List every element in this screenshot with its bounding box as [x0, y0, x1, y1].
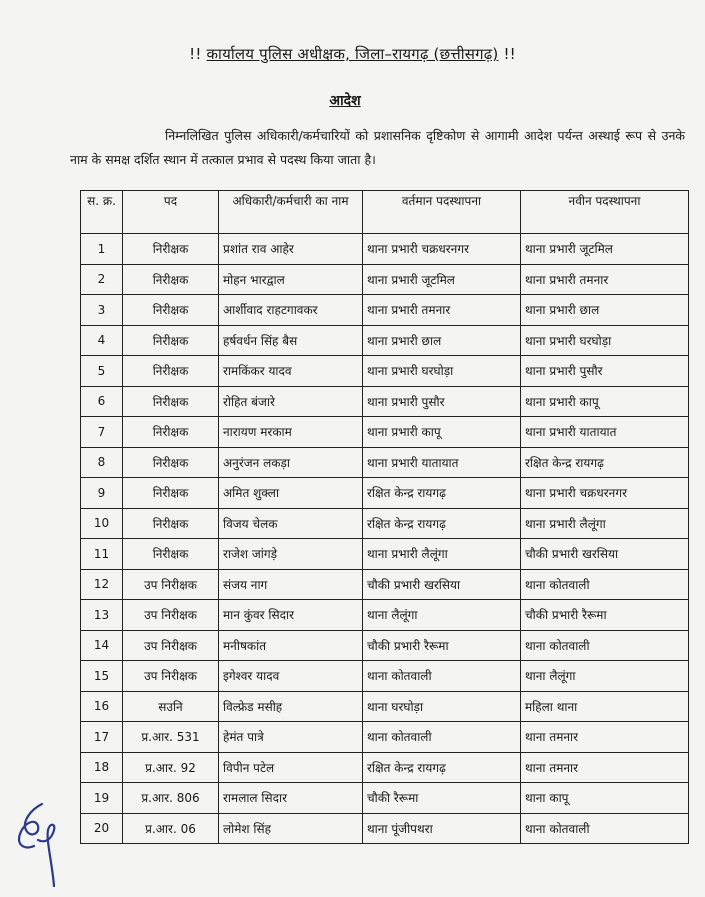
table-row: [81, 813, 689, 844]
table-row: [81, 234, 689, 265]
officer-name-cell: मान कुंवर सिदार: [219, 600, 363, 631]
rank-cell: निरीक्षक: [123, 356, 219, 387]
rank-cell: निरीक्षक: [123, 234, 219, 265]
new-posting-cell: थाना प्रभारी चक्रधरनगर: [521, 478, 689, 509]
officer-name-cell: रामलाल सिदार: [219, 783, 363, 814]
current-posting-cell: थाना प्रभारी छाल: [363, 325, 521, 356]
current-posting-cell: थाना प्रभारी पुसौर: [363, 386, 521, 417]
table-row: [81, 722, 689, 753]
current-posting-cell: थाना प्रभारी घरघोड़ा: [363, 356, 521, 387]
table-row: [81, 325, 689, 356]
new-posting-cell: चौकी प्रभारी रैरूमा: [521, 600, 689, 631]
new-posting-cell: थाना प्रभारी यातायात: [521, 417, 689, 448]
serial-cell: 2: [81, 264, 123, 295]
rank-cell: निरीक्षक: [123, 325, 219, 356]
new-posting-cell: थाना प्रभारी कापू: [521, 386, 689, 417]
officer-name-cell: विल्फ्रेड मसीह: [219, 691, 363, 722]
officer-name-cell: रामकिंकर यादव: [219, 356, 363, 387]
new-posting-cell: महिला थाना: [521, 691, 689, 722]
new-posting-cell: थाना प्रभारी तमनार: [521, 264, 689, 295]
rank-cell: निरीक्षक: [123, 508, 219, 539]
serial-cell: 8: [81, 447, 123, 478]
new-posting-cell: थाना कापू: [521, 783, 689, 814]
officer-name-cell: प्रशांत राव आहेर: [219, 234, 363, 265]
rank-cell: उप निरीक्षक: [123, 661, 219, 692]
serial-cell: 15: [81, 661, 123, 692]
rank-cell: निरीक्षक: [123, 264, 219, 295]
officer-name-cell: अनुरंजन लकड़ा: [219, 447, 363, 478]
officer-name-cell: लोमेश सिंह: [219, 813, 363, 844]
serial-cell: 7: [81, 417, 123, 448]
table-row: [81, 600, 689, 631]
col-header-current-posting: वर्तमान पदस्थापना: [363, 191, 521, 234]
new-posting-cell: रक्षित केन्द्र रायगढ़: [521, 447, 689, 478]
officer-name-cell: मोहन भारद्वाल: [219, 264, 363, 295]
current-posting-cell: चौकी प्रभारी खरसिया: [363, 569, 521, 600]
officer-name-cell: मनीषकांत: [219, 630, 363, 661]
serial-cell: 13: [81, 600, 123, 631]
table-row: [81, 478, 689, 509]
col-header-name: अधिकारी/कर्मचारी का नाम: [219, 191, 363, 234]
rank-cell: प्र.आर. 531: [123, 722, 219, 753]
table-row: [81, 752, 689, 783]
serial-cell: 12: [81, 569, 123, 600]
officer-name-cell: विजय चेलक: [219, 508, 363, 539]
heading-prefix: !!: [189, 45, 202, 63]
officer-name-cell: आर्शीवाद राहटगावकर: [219, 295, 363, 326]
table-row: [81, 661, 689, 692]
office-heading: [0, 44, 705, 64]
officer-name-cell: संजय नाग: [219, 569, 363, 600]
order-intro-paragraph: निम्नलिखित पुलिस अधिकारी/कर्मचारियों को प्रशासनिक दृष्टिकोण से आगामी आदेश पर्यन्त अस्थाई रूप से उनके नाम के समक्ष दर्शित स्थान में तत्काल प्रभाव से पदस्थ किया जाता है।: [70, 128, 685, 167]
officer-name-cell: अमित शुक्ला: [219, 478, 363, 509]
new-posting-cell: थाना प्रभारी लैलूंगा: [521, 508, 689, 539]
current-posting-cell: थाना प्रभारी यातायात: [363, 447, 521, 478]
rank-cell: उप निरीक्षक: [123, 600, 219, 631]
office-title: कार्यालय पुलिस अधीक्षक, जिला–रायगढ़ (छत्तीसगढ़): [206, 45, 499, 63]
table-row: [81, 691, 689, 722]
table-row: [81, 569, 689, 600]
header-row: [81, 191, 689, 234]
new-posting-cell: थाना तमनार: [521, 722, 689, 753]
officer-name-cell: नारायण मरकाम: [219, 417, 363, 448]
new-posting-cell: थाना प्रभारी पुसौर: [521, 356, 689, 387]
serial-cell: 16: [81, 691, 123, 722]
serial-cell: 3: [81, 295, 123, 326]
serial-cell: 20: [81, 813, 123, 844]
new-posting-cell: थाना तमनार: [521, 752, 689, 783]
new-posting-cell: थाना लैलूंगा: [521, 661, 689, 692]
current-posting-cell: थाना कोतवाली: [363, 722, 521, 753]
rank-cell: उप निरीक्षक: [123, 569, 219, 600]
officer-name-cell: विपीन पटेल: [219, 752, 363, 783]
rank-cell: निरीक्षक: [123, 447, 219, 478]
table-row: [81, 447, 689, 478]
posting-table: [80, 190, 689, 844]
new-posting-cell: थाना कोतवाली: [521, 569, 689, 600]
rank-cell: निरीक्षक: [123, 386, 219, 417]
table-row: [81, 356, 689, 387]
table-row: [81, 264, 689, 295]
serial-cell: 11: [81, 539, 123, 570]
serial-cell: 1: [81, 234, 123, 265]
col-header-new-posting: नवीन पदस्थापना: [521, 191, 689, 234]
current-posting-cell: थाना प्रभारी तमनार: [363, 295, 521, 326]
serial-cell: 4: [81, 325, 123, 356]
current-posting-cell: थाना घरघोड़ा: [363, 691, 521, 722]
officer-name-cell: हेमंत पात्रे: [219, 722, 363, 753]
serial-cell: 9: [81, 478, 123, 509]
current-posting-cell: चौकी प्रभारी रैरूमा: [363, 630, 521, 661]
posting-table-body: [81, 234, 689, 844]
new-posting-cell: थाना प्रभारी छाल: [521, 295, 689, 326]
serial-cell: 17: [81, 722, 123, 753]
serial-cell: 14: [81, 630, 123, 661]
table-row: [81, 630, 689, 661]
new-posting-cell: थाना प्रभारी घरघोड़ा: [521, 325, 689, 356]
current-posting-cell: थाना प्रभारी कापू: [363, 417, 521, 448]
order-title: आदेश: [329, 93, 361, 109]
rank-cell: प्र.आर. 06: [123, 813, 219, 844]
table-row: [81, 783, 689, 814]
current-posting-cell: रक्षित केन्द्र रायगढ़: [363, 508, 521, 539]
officer-name-cell: हर्षवर्धन सिंह बैस: [219, 325, 363, 356]
posting-table-header: [81, 191, 689, 234]
current-posting-cell: थाना कोतवाली: [363, 661, 521, 692]
current-posting-cell: थाना लैलूंगा: [363, 600, 521, 631]
current-posting-cell: थाना प्रभारी लैलूंगा: [363, 539, 521, 570]
rank-cell: प्र.आर. 92: [123, 752, 219, 783]
rank-cell: निरीक्षक: [123, 539, 219, 570]
officer-name-cell: इगेश्वर यादव: [219, 661, 363, 692]
current-posting-cell: रक्षित केन्द्र रायगढ़: [363, 752, 521, 783]
new-posting-cell: थाना प्रभारी जूटमिल: [521, 234, 689, 265]
table-row: [81, 386, 689, 417]
new-posting-cell: थाना कोतवाली: [521, 630, 689, 661]
serial-cell: 10: [81, 508, 123, 539]
serial-cell: 6: [81, 386, 123, 417]
serial-cell: 5: [81, 356, 123, 387]
table-row: [81, 508, 689, 539]
new-posting-cell: थाना कोतवाली: [521, 813, 689, 844]
table-row: [81, 539, 689, 570]
table-row: [81, 295, 689, 326]
rank-cell: उप निरीक्षक: [123, 630, 219, 661]
rank-cell: निरीक्षक: [123, 295, 219, 326]
officer-name-cell: रोहित बंजारे: [219, 386, 363, 417]
current-posting-cell: थाना प्रभारी जूटमिल: [363, 264, 521, 295]
current-posting-cell: थाना प्रभारी चक्रधरनगर: [363, 234, 521, 265]
current-posting-cell: चौकी रैरूमा: [363, 783, 521, 814]
current-posting-cell: रक्षित केन्द्र रायगढ़: [363, 478, 521, 509]
rank-cell: प्र.आर. 806: [123, 783, 219, 814]
heading-suffix: !!: [503, 45, 516, 63]
rank-cell: निरीक्षक: [123, 478, 219, 509]
col-header-rank: पद: [123, 191, 219, 234]
new-posting-cell: चौकी प्रभारी खरसिया: [521, 539, 689, 570]
serial-cell: 18: [81, 752, 123, 783]
col-header-serial: स. क्र.: [81, 191, 123, 234]
serial-cell: 19: [81, 783, 123, 814]
handwritten-signature: [12, 800, 72, 890]
officer-name-cell: राजेश जांगड़े: [219, 539, 363, 570]
current-posting-cell: थाना पूंजीपथरा: [363, 813, 521, 844]
table-row: [81, 417, 689, 448]
rank-cell: सउनि: [123, 691, 219, 722]
rank-cell: निरीक्षक: [123, 417, 219, 448]
